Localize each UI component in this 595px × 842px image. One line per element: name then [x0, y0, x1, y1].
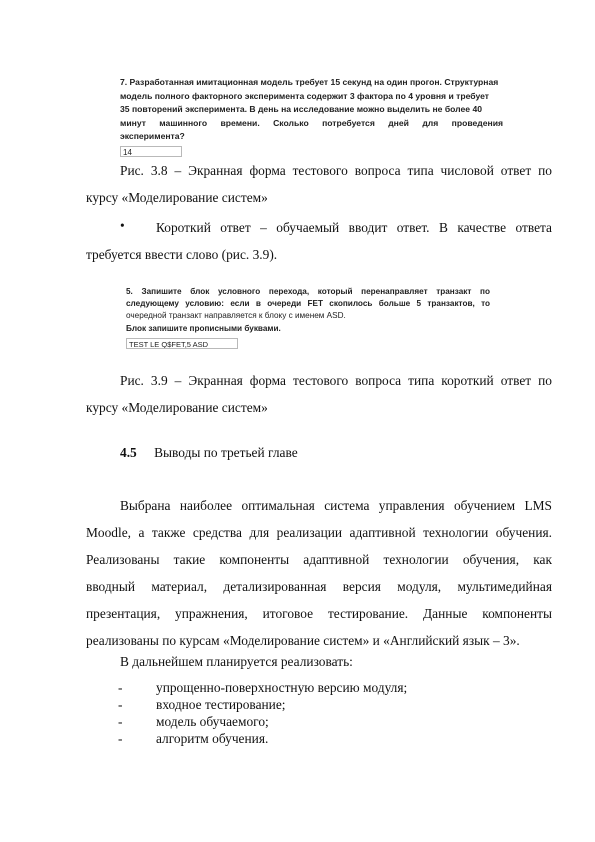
- question-line: 5. Запишите блок условного перехода, который перенаправляет транзакт по: [126, 287, 490, 296]
- list-item-text: алгоритм обучения.: [156, 731, 269, 746]
- question-line: минут машинного времени. Сколько потребуется дней для проведения: [120, 117, 503, 128]
- paragraph-line: Выбрана наиболее оптимальная система управления обучением LMS: [120, 498, 552, 513]
- figure-3-9-question: [126, 286, 490, 335]
- paragraph-line: реализованы по курсам «Моделирование систем» и «Английский язык – 3».: [86, 633, 520, 648]
- caption-line: Рис. 3.8 – Экранная форма тестового вопроса типа числовой ответ по: [120, 163, 552, 178]
- list-item-text: модель обучаемого;: [156, 714, 269, 729]
- figure-3-9-caption: [120, 367, 552, 394]
- figure-3-9-caption-cont: [86, 394, 552, 421]
- question-line: модель полного факторного эксперимента содержит 3 фактора по 4 уровня и требует: [120, 90, 489, 101]
- list-item-text: входное тестирование;: [156, 697, 286, 712]
- list-marker: -: [118, 680, 123, 695]
- paragraph-plans: В дальнейшем планируется реализовать:: [120, 654, 353, 669]
- question-line: 7. Разработанная имитационная модель требует 15 секунд на один прогон. Структурная: [120, 77, 499, 87]
- bullet-line: требуется ввести слово (рис. 3.9).: [86, 247, 278, 262]
- paragraph-line: Moodle, а также средства для реализации адаптивной технологии обучения.: [86, 525, 552, 540]
- list-item: [118, 696, 552, 713]
- bullet-symbol: •: [120, 218, 125, 233]
- bullet-line: Короткий ответ – обучаемый вводит ответ. В качестве ответа: [156, 220, 552, 235]
- list-marker: -: [118, 697, 123, 712]
- question-line: следующему условию: если в очереди FET скопилось больше 5 транзактов, то: [126, 299, 490, 309]
- figure-3-9-answer-field: TEST LE Q$FET,5 ASD: [126, 338, 238, 349]
- question-line: Блок запишите прописными буквами.: [126, 323, 281, 333]
- section-title: Выводы по третьей главе: [154, 445, 298, 460]
- list-marker: -: [118, 731, 123, 746]
- question-line: очередной транзакт направляется к блоку с именем ASD.: [126, 311, 346, 321]
- figure-3-9-screenshot: [126, 286, 490, 349]
- question-line: 35 повторений эксперимента. В день на исследование можно выделить не более 40: [120, 104, 483, 114]
- figure-3-8-caption: [120, 157, 552, 184]
- paragraph-conclusion: [86, 519, 552, 654]
- section-heading: [120, 445, 298, 461]
- figure-3-8-caption-cont: [86, 184, 552, 211]
- paragraph-line: презентация, упражнения, итоговое тестирование. Данные компоненты: [86, 606, 552, 621]
- figure-3-8-answer-field: 14: [120, 146, 182, 157]
- bullet-text-cont: [86, 241, 552, 268]
- bullet-text: [156, 214, 552, 241]
- caption-line: курсу «Моделирование систем»: [86, 190, 268, 205]
- paragraph-line: Реализованы такие компоненты адаптивной технологии обучения, как: [86, 552, 552, 567]
- plans-list: [118, 679, 552, 747]
- list-marker: -: [118, 714, 123, 729]
- caption-line: курсу «Моделирование систем»: [86, 400, 268, 415]
- list-item-text: упрощенно-поверхностную версию модуля;: [156, 680, 408, 695]
- section-number: 4.5: [120, 445, 137, 460]
- figure-3-8-screenshot: [120, 76, 503, 157]
- figure-3-8-question: [120, 76, 503, 144]
- list-item: [118, 730, 552, 747]
- question-line: эксперимента?: [120, 131, 185, 141]
- caption-line: Рис. 3.9 – Экранная форма тестового вопроса типа короткий ответ по: [120, 373, 552, 388]
- paragraph-conclusion-first-line: [120, 492, 552, 519]
- list-item: [118, 713, 552, 730]
- paragraph-line: вводный материал, детализированная версия модуля, мультимедийная: [86, 579, 552, 594]
- list-item: [118, 679, 552, 696]
